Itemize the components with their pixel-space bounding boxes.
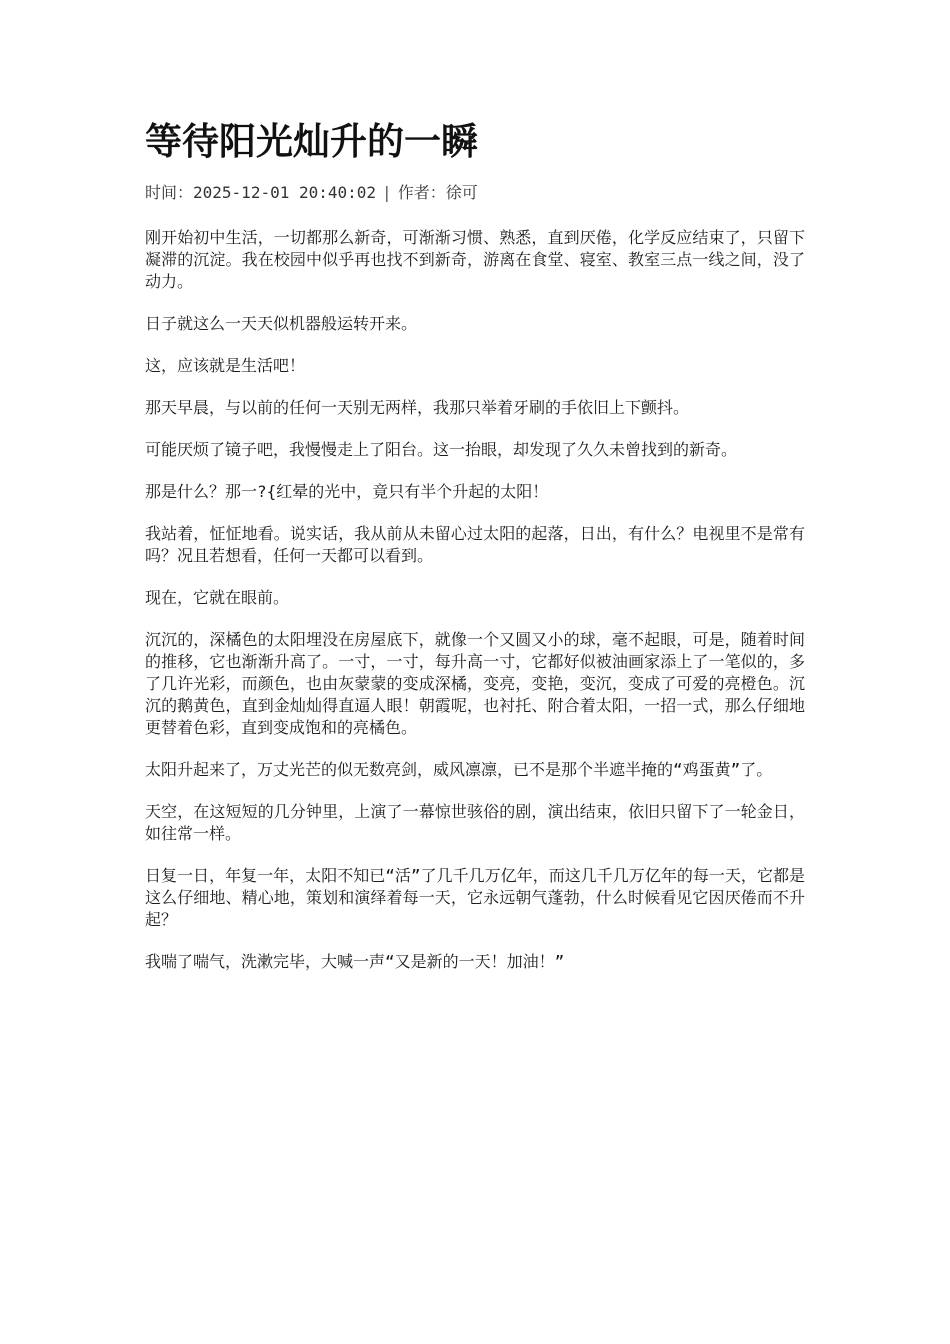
article-meta [145, 182, 478, 204]
time-label: 时间： [145, 183, 194, 202]
paragraph-10: 太阳升起来了，万丈光芒的似无数亮剑，威风凛凛，已不是那个半遮半掩的“鸡蛋黄”了。 [145, 760, 773, 779]
article-body [145, 227, 805, 993]
paragraph-2: 日子就这么一天天似机器般运转开来。 [145, 314, 418, 333]
publish-time: 2025-12-01 20:40:02 [193, 183, 377, 202]
paragraph-13: 我喘了喘气，洗漱完毕，大喊一声“又是新的一天！加油！” [145, 952, 565, 971]
paragraph-12: 日复一日，年复一年，太阳不知已“活”了几千几万亿年，而这几千几万亿年的每一天，它都是这么仔细地、精心地，策划和演绎着每一天，它永远朝气蓬勃，什么时候看见它因厌倦而不升起？ [145, 866, 805, 929]
paragraph-4: 那天早晨，与以前的任何一天别无两样，我那只举着牙刷的手依旧上下颤抖。 [145, 398, 690, 417]
author-label: 作者： [397, 183, 446, 202]
paragraph-7: 我站着，怔怔地看。说实话，我从前从未留心过太阳的起落，日出，有什么？电视里不是常有吗？况且若想看，任何一天都可以看到。 [145, 524, 805, 565]
paragraph-5: 可能厌烦了镜子吧，我慢慢走上了阳台。这一抬眼，却发现了久久未曾找到的新奇。 [145, 440, 738, 459]
paragraph-9: 沉沉的，深橘色的太阳埋没在房屋底下，就像一个又圆又小的球，毫不起眼，可是，随着时间的推移，它也渐渐升高了。一寸，一寸，每升高一寸，它都好似被油画家添上了一笔似的，多了几许光彩，而颜色，也由灰蒙蒙的变成深橘，变亮，变艳，变沉，变成了可爱的亮橙色。沉沉的鹅黄色，直到金灿灿得直逼人眼！朝霞呢，也衬托、附合着太阳，一招一式，那么仔细地更替着色彩，直到变成饱和的亮橘色。 [145, 630, 805, 737]
author-name: 徐可 [445, 183, 478, 202]
paragraph-6: 那是什么？那一?{红晕的光中，竟只有半个升起的太阳！ [145, 482, 549, 501]
paragraph-11: 天空，在这短短的几分钟里，上演了一幕惊世骇俗的剧，演出结束，依旧只留下了一轮金日，如往常一样。 [145, 802, 805, 843]
article-title: 等待阳光灿升的一瞬 [145, 119, 478, 163]
paragraph-8: 现在，它就在眼前。 [145, 588, 290, 607]
paragraph-3: 这，应该就是生活吧！ [145, 356, 306, 375]
meta-separator: | [382, 183, 392, 202]
paragraph-1: 刚开始初中生活，一切都那么新奇，可渐渐习惯、熟悉，直到厌倦，化学反应结束了，只留下凝滞的沉淀。我在校园中似乎再也找不到新奇，游离在食堂、寝室、教室三点一线之间，没了动力。 [145, 228, 805, 291]
